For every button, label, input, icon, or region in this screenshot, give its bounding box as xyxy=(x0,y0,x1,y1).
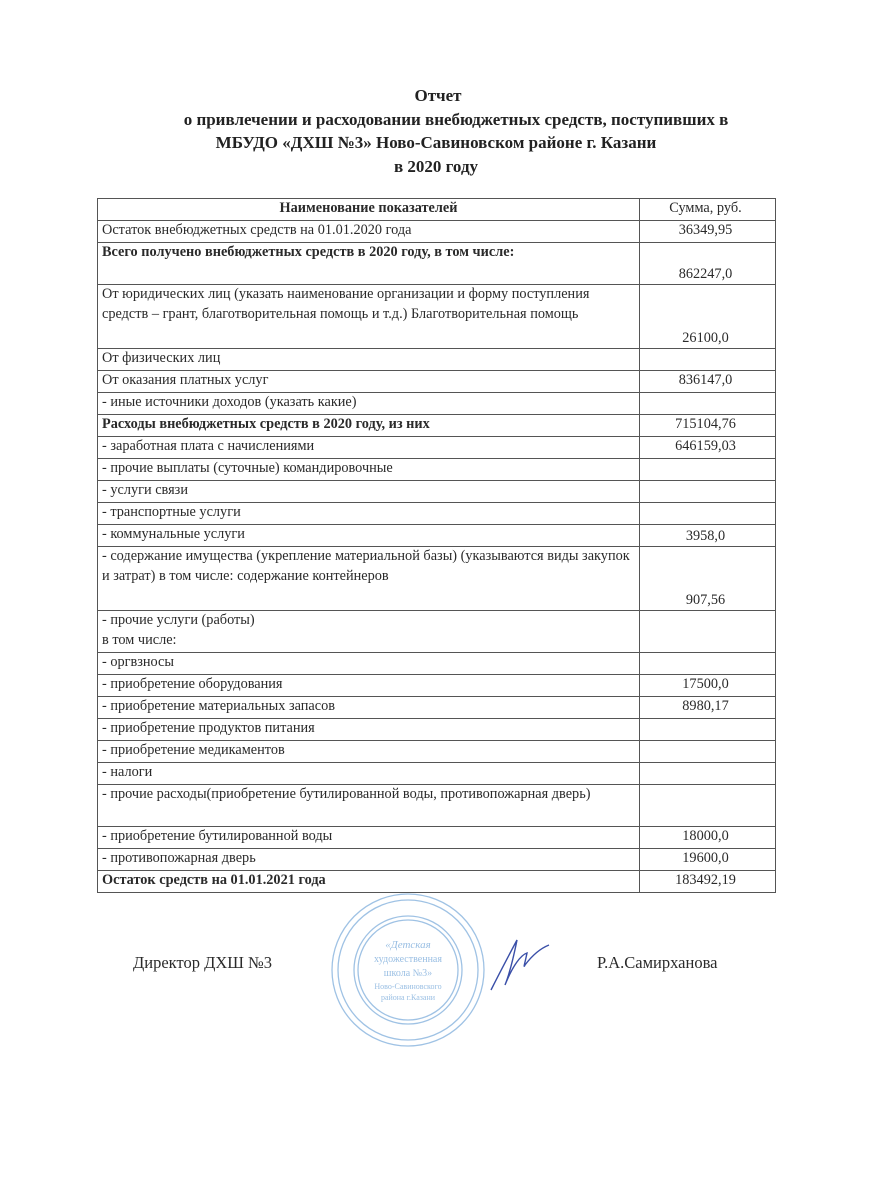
svg-text:Ново-Савиновского: Ново-Савиновского xyxy=(374,982,442,991)
row-name: - прочие услуги (работы) в том числе: xyxy=(98,611,640,653)
title-line: Отчет xyxy=(414,86,462,105)
row-name: Расходы внебюджетных средств в 2020 году, из них xyxy=(98,415,640,437)
row-name: - услуги связи xyxy=(98,481,640,503)
row-value xyxy=(640,481,776,503)
row-name: - коммунальные услуги xyxy=(98,525,640,547)
row-value: 26100,0 xyxy=(640,285,776,349)
row-value xyxy=(640,719,776,741)
row-value: 3958,0 xyxy=(640,525,776,547)
table-row xyxy=(98,675,776,697)
svg-text:района г.Казани: района г.Казани xyxy=(380,993,436,1002)
title-line: МБУДО «ДХШ №3» Ново-Савиновском районе г. Казани xyxy=(215,133,657,152)
row-name: Остаток внебюджетных средств на 01.01.2020 года xyxy=(98,221,640,243)
table-row xyxy=(98,349,776,371)
row-value: 18000,0 xyxy=(640,827,776,849)
svg-text:школа №3»: школа №3» xyxy=(383,968,433,979)
row-value: 183492,19 xyxy=(640,871,776,893)
title-line: в 2020 году xyxy=(393,156,479,176)
row-value xyxy=(640,459,776,481)
table-row xyxy=(98,415,776,437)
table-row xyxy=(98,611,776,653)
row-name: - оргвзносы xyxy=(98,653,640,675)
row-value: 17500,0 xyxy=(640,675,776,697)
row-value xyxy=(640,741,776,763)
row-value xyxy=(640,349,776,371)
svg-text:«Детская: «Детская xyxy=(385,939,431,951)
row-name: - прочие выплаты (суточные) командировочные xyxy=(98,459,640,481)
row-name: Всего получено внебюджетных средств в 2020 году, в том числе: xyxy=(98,243,640,285)
svg-text:художественная: художественная xyxy=(374,954,442,965)
director-position: Директор ДХШ №3 xyxy=(133,953,273,972)
report-table xyxy=(97,198,776,893)
row-name: - приобретение оборудования xyxy=(98,675,640,697)
stamp-seal xyxy=(328,890,488,1050)
header-sum: Сумма, руб. xyxy=(640,199,776,221)
table-row xyxy=(98,525,776,547)
row-name: - приобретение бутилированной воды xyxy=(98,827,640,849)
row-value: 19600,0 xyxy=(640,849,776,871)
row-value: 862247,0 xyxy=(640,243,776,285)
document-title xyxy=(0,84,872,178)
table-row xyxy=(98,393,776,415)
director-name: Р.А.Самирханова xyxy=(597,953,718,972)
row-name: - заработная плата с начислениями xyxy=(98,437,640,459)
row-value xyxy=(640,763,776,785)
header-name: Наименование показателей xyxy=(98,199,640,221)
row-name: - противопожарная дверь xyxy=(98,849,640,871)
table-row xyxy=(98,371,776,393)
row-name: - приобретение продуктов питания xyxy=(98,719,640,741)
row-name: От физических лиц xyxy=(98,349,640,371)
row-value xyxy=(640,785,776,827)
table-row xyxy=(98,503,776,525)
row-name: - прочие расходы(приобретение бутилированной воды, противопожарная дверь) xyxy=(98,785,640,827)
table-row xyxy=(98,719,776,741)
row-name: От юридических лиц (указать наименование организации и форму поступления средств – грант, благотворительная помощь и т.д.) Благотворительная помощь xyxy=(98,285,640,349)
table-header-row xyxy=(98,199,776,221)
row-value: 646159,03 xyxy=(640,437,776,459)
row-name: Остаток средств на 01.01.2021 года xyxy=(98,871,640,893)
table-row xyxy=(98,763,776,785)
table-row xyxy=(98,849,776,871)
row-value xyxy=(640,393,776,415)
row-value xyxy=(640,503,776,525)
table-row xyxy=(98,437,776,459)
table-row xyxy=(98,285,776,349)
row-value: 36349,95 xyxy=(640,221,776,243)
table-row xyxy=(98,697,776,719)
row-name: - налоги xyxy=(98,763,640,785)
row-value: 8980,17 xyxy=(640,697,776,719)
row-name: - приобретение материальных запасов xyxy=(98,697,640,719)
row-value: 715104,76 xyxy=(640,415,776,437)
table-row xyxy=(98,221,776,243)
row-name: - содержание имущества (укрепление материальной базы) (указываются виды закупок и затрат) в том числе: содержание контейнеров xyxy=(98,547,640,611)
table-row xyxy=(98,481,776,503)
row-name: - приобретение медикаментов xyxy=(98,741,640,763)
table-row xyxy=(98,827,776,849)
row-value xyxy=(640,611,776,653)
row-name: - транспортные услуги xyxy=(98,503,640,525)
table-row xyxy=(98,459,776,481)
row-name: - иные источники доходов (указать какие) xyxy=(98,393,640,415)
table-row xyxy=(98,785,776,827)
table-row xyxy=(98,547,776,611)
row-value: 907,56 xyxy=(640,547,776,611)
table-row xyxy=(98,243,776,285)
row-value: 836147,0 xyxy=(640,371,776,393)
title-line: о привлечении и расходовании внебюджетных средств, поступивших в xyxy=(183,109,729,129)
table-row xyxy=(98,653,776,675)
table-row xyxy=(98,741,776,763)
row-name: От оказания платных услуг xyxy=(98,371,640,393)
row-value xyxy=(640,653,776,675)
signature xyxy=(483,935,553,995)
